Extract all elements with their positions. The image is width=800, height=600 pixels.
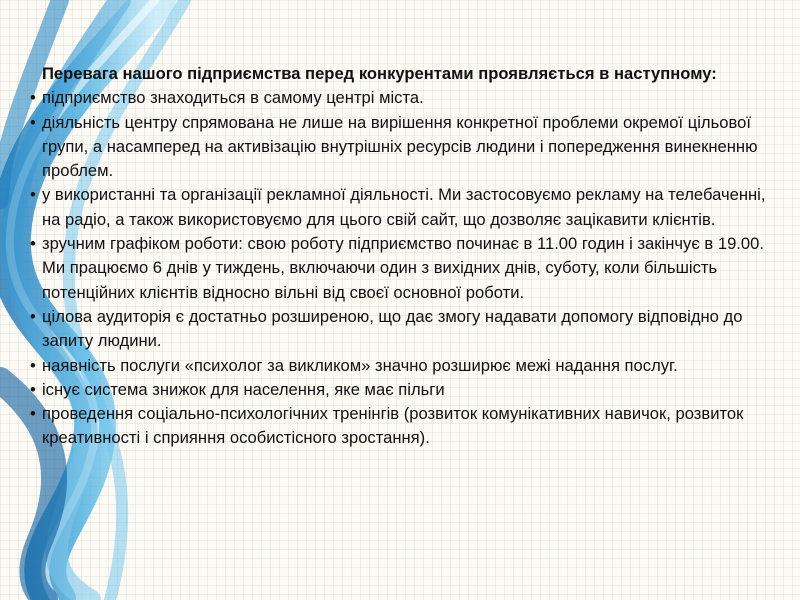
- advantages-list: [30, 86, 770, 450]
- list-item: [30, 86, 770, 110]
- bullet-icon: •: [30, 234, 36, 254]
- list-item: [30, 232, 770, 305]
- list-item: [30, 402, 770, 451]
- list-item-text: цілова аудиторія є достатньо розширеною, що дає змогу надавати допомогу відповідно до запиту людини.: [42, 306, 743, 351]
- slide-content: [30, 62, 770, 451]
- list-item: [30, 111, 770, 184]
- list-item-text: діяльність центру спрямована не лише на вирішення конкретної проблеми окремої цільової групи, а насамперед на активізацію внутрішніх ресурсів людини і попередження винекненню проблем.: [42, 112, 758, 181]
- bullet-icon: •: [30, 112, 36, 132]
- list-item-text: проведення соціально-психологічних тренінгів (розвиток комунікативних навичок, розвиток креативності і сприяння особистісного зростання).: [42, 404, 744, 448]
- bullet-icon: •: [30, 379, 36, 399]
- bullet-icon: •: [30, 306, 36, 326]
- bullet-icon: •: [30, 185, 36, 205]
- bullet-icon: •: [30, 404, 36, 424]
- bullet-icon: •: [30, 88, 36, 108]
- list-item-text: підприємство знаходиться в самому центрі міста.: [42, 88, 424, 108]
- slide-heading: Перевага нашого підприємства перед конкурентами проявляється в наступному:: [42, 64, 717, 83]
- list-item: [30, 305, 770, 354]
- list-item-text: наявність послуги «психолог за викликом» значно розширює межі надання послуг.: [42, 355, 678, 375]
- list-item-text: зручним графіком роботи: свою роботу підприємство починає в 11.00 годин і закінчує в 19.00. Ми працюємо 6 днів у тиждень, включаючи один з вихідних днів, суботу, коли більшість потенційних клієнтів відносно вільні від своєї основної роботи.: [42, 234, 764, 302]
- list-item: [30, 354, 770, 378]
- list-item-text: у використанні та організації рекламної діяльності. Ми застосовуємо рекламу на телебаченні, на радіо, а також використовуємо для цього свій сайт, що дозволяє зацікавити клієнтів.: [42, 185, 766, 229]
- list-item: [30, 378, 770, 402]
- list-item: [30, 183, 770, 232]
- bullet-icon: •: [30, 355, 36, 375]
- list-item-text: існує система знижок для населення, яке має пільги: [42, 379, 445, 399]
